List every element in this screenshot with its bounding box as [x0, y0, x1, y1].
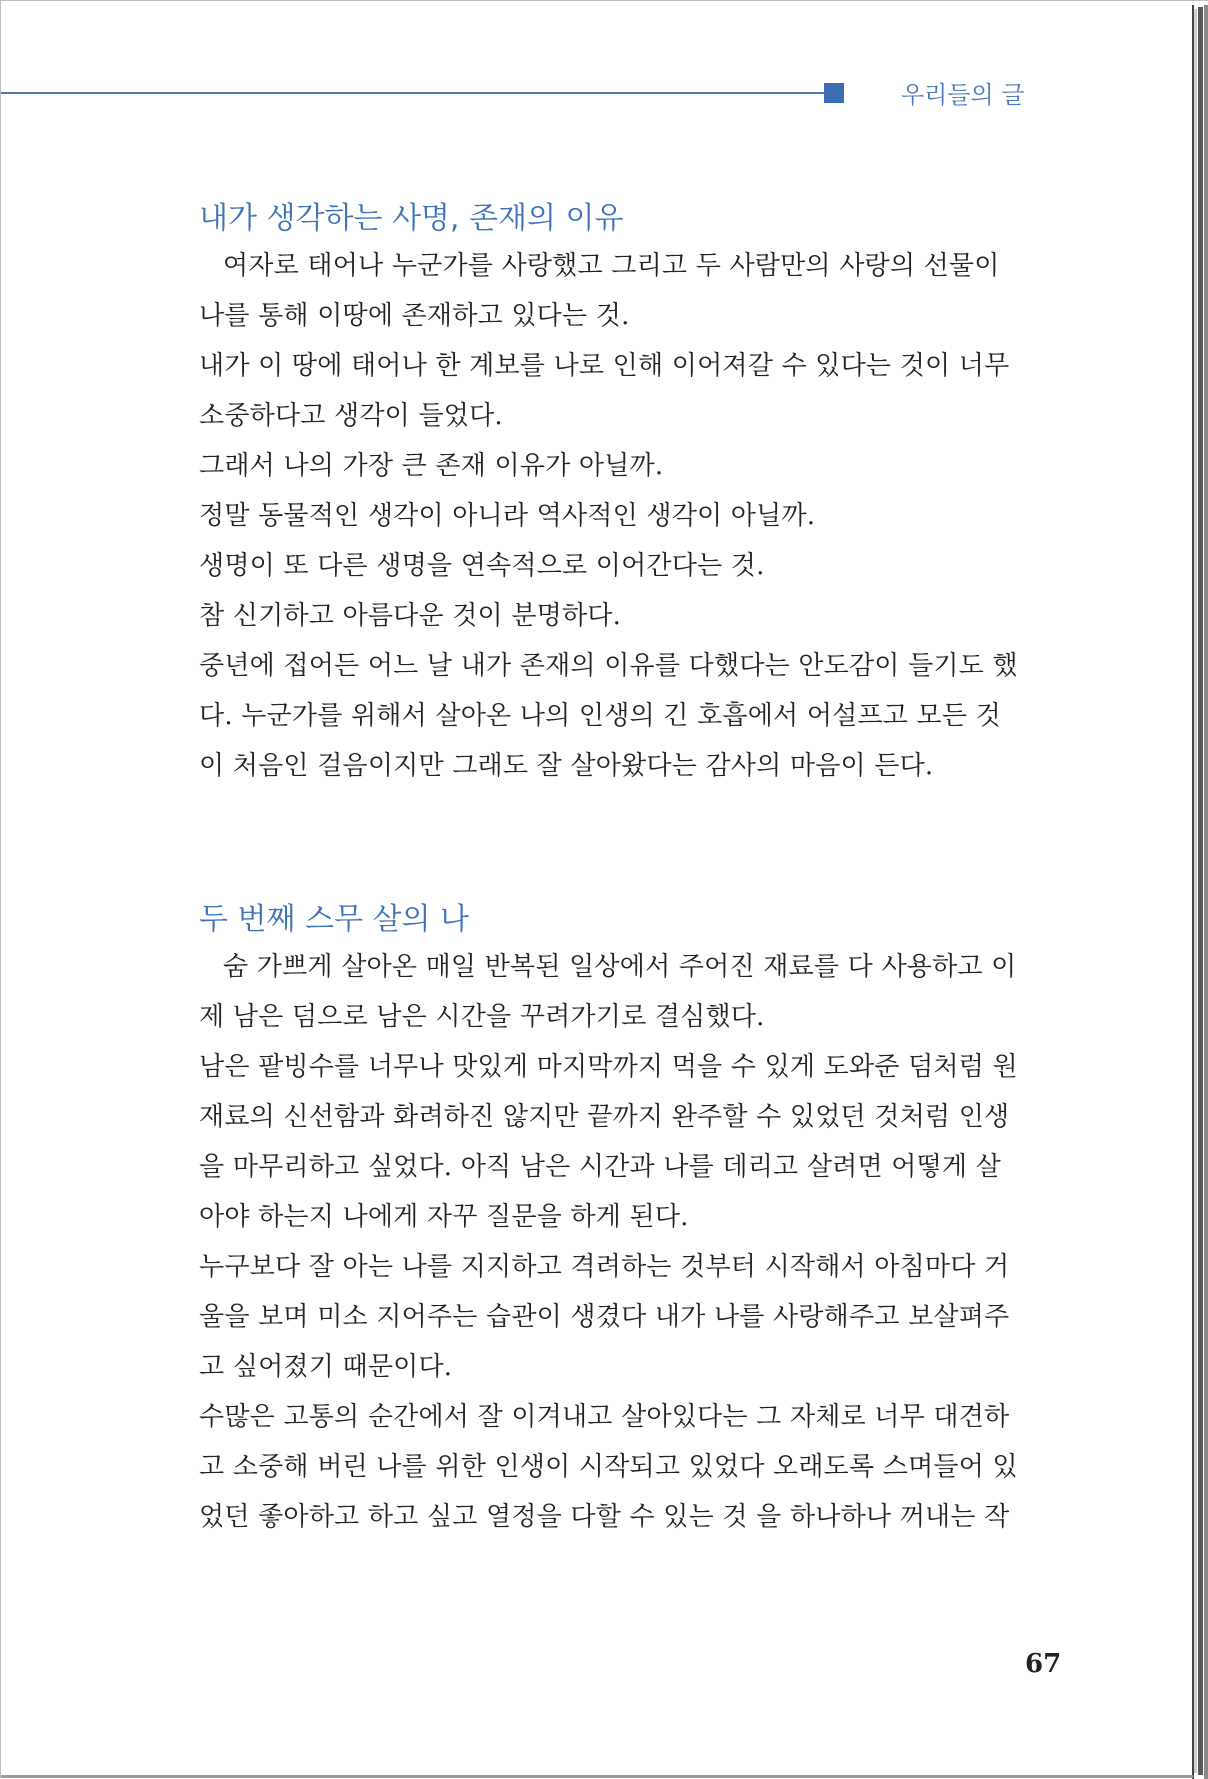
paragraph-line: 소중하다고 생각이 들었다.	[199, 401, 503, 431]
paragraph-line: 고 싶어졌기 때문이다.	[199, 1352, 453, 1382]
paragraph-line: 고 소중해 버린 나를 위한 인생이 시작되고 있었다 오래도록 스며들어 있	[199, 1452, 1018, 1482]
paragraph-line: 다. 누군가를 위해서 살아온 나의 인생의 긴 호흡에서 어설프고 모든 것	[199, 701, 1001, 731]
page-edge	[1194, 9, 1197, 1773]
running-head: 우리들의 글	[901, 81, 1025, 109]
paragraph-line: 그래서 나의 가장 큰 존재 이유가 아닐까.	[199, 451, 664, 481]
section-title: 내가 생각하는 사명, 존재의 이유	[199, 201, 624, 236]
paragraph-line: 생명이 또 다른 생명을 연속적으로 이어간다는 것.	[199, 551, 765, 581]
paragraph-line: 이 처음인 걸음이지만 그래도 잘 살아왔다는 감사의 마음이 든다.	[199, 751, 934, 781]
page-edge	[1204, 5, 1208, 1779]
section-title: 두 번째 스무 살의 나	[199, 902, 469, 937]
section-mission	[199, 197, 1059, 791]
paragraph-line: 숨 가쁘게 살아온 매일 반복된 일상에서 주어진 재료를 다 사용하고 이	[223, 952, 1017, 982]
paragraph-line: 남은 팥빙수를 너무나 맛있게 마지막까지 먹을 수 있게 도와준 덤처럼 원	[199, 1052, 1018, 1082]
section-second-twenty	[199, 898, 1059, 1542]
paragraph-line: 제 남은 덤으로 남은 시간을 꾸려가기로 결심했다.	[199, 1002, 765, 1032]
paragraph-line: 여자로 태어나 누군가를 사랑했고 그리고 두 사람만의 사랑의 선물이	[223, 251, 1000, 281]
paragraph-line: 재료의 신선함과 화려하진 않지만 끝까지 완주할 수 있었던 것처럼 인생	[199, 1102, 1010, 1132]
paragraph-line: 참 신기하고 아름다운 것이 분명하다.	[199, 601, 622, 631]
header-rule	[1, 92, 826, 94]
paragraph-line: 울을 보며 미소 지어주는 습관이 생겼다 내가 나를 사랑해주고 보살펴주	[199, 1302, 1010, 1332]
header-square-marker	[824, 83, 844, 103]
paragraph-line: 정말 동물적인 생각이 아니라 역사적인 생각이 아닐까.	[199, 501, 816, 531]
paragraph-line: 아야 하는지 나에게 자꾸 질문을 하게 된다.	[199, 1202, 689, 1232]
paragraph-line: 누구보다 잘 아는 나를 지지하고 격려하는 것부터 시작해서 아침마다 거	[199, 1252, 1010, 1282]
page-number: 67	[1025, 1649, 1062, 1679]
page-edge	[1198, 7, 1203, 1775]
paragraph-line: 수많은 고통의 순간에서 잘 이겨내고 살아있다는 그 자체로 너무 대견하	[199, 1402, 1010, 1432]
paragraph-line: 나를 통해 이땅에 존재하고 있다는 것.	[199, 301, 630, 331]
paragraph-line: 을 마무리하고 싶었다. 아직 남은 시간과 나를 데리고 살려면 어떻게 살	[199, 1152, 1001, 1182]
paragraph-line: 중년에 접어든 어느 날 내가 존재의 이유를 다했다는 안도감이 들기도 했	[199, 651, 1018, 681]
paragraph-line: 내가 이 땅에 태어나 한 계보를 나로 인해 이어져갈 수 있다는 것이 너무	[199, 351, 1010, 381]
paragraph-line: 었던 좋아하고 하고 싶고 열정을 다할 수 있는 것 을 하나하나 꺼내는 작	[199, 1502, 1010, 1532]
page-edge	[1192, 5, 1194, 1779]
